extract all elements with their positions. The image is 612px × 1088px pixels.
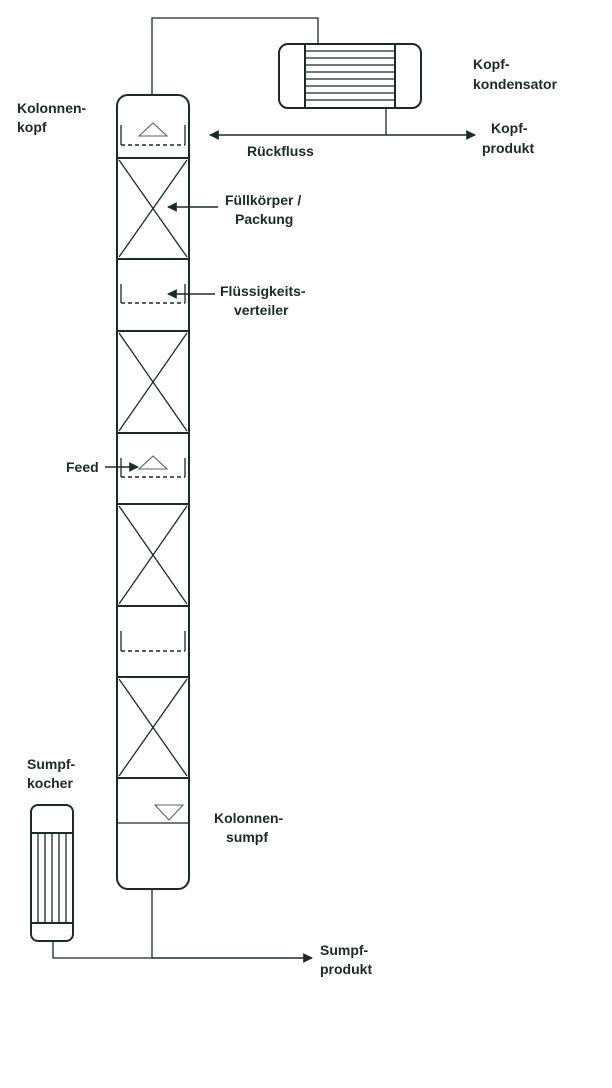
label-feed: Feed — [66, 459, 99, 475]
liquid-distributor-4 — [121, 631, 185, 651]
label-distributor-2: verteiler — [234, 302, 289, 318]
label-distributor-1: Flüssigkeits- — [220, 283, 306, 299]
label-packing-1: Füllkörper / — [225, 192, 302, 208]
label-bottom-product-1: Sumpf- — [320, 942, 369, 958]
overhead-vapor-line — [152, 18, 318, 95]
liquid-level-triangle-icon — [139, 123, 167, 136]
packed-bed-2 — [117, 331, 189, 433]
label-reboiler-2: kocher — [27, 775, 73, 791]
sump-level-triangle-icon — [155, 805, 183, 820]
label-head-product-2: produkt — [482, 140, 535, 156]
label-bottom-product-2: produkt — [320, 961, 373, 977]
column-sump-level — [117, 805, 189, 823]
label-reboiler-1: Sumpf- — [27, 756, 76, 772]
label-reflux: Rückfluss — [247, 143, 314, 159]
label-column-head-2: kopf — [17, 119, 47, 135]
reboiler-return-line — [53, 941, 152, 958]
reboiler — [31, 805, 73, 941]
liquid-level-triangle-icon — [139, 456, 167, 469]
head-condenser — [279, 44, 421, 108]
label-column-sump-1: Kolonnen- — [214, 810, 284, 826]
top-liquid-distributor — [121, 123, 185, 145]
label-column-head-1: Kolonnen- — [17, 100, 87, 116]
packed-bed-4 — [117, 677, 189, 778]
label-head-condenser-1: Kopf- — [473, 56, 510, 72]
label-head-condenser-2: kondensator — [473, 76, 558, 92]
column-shell — [117, 95, 189, 889]
label-head-product-1: Kopf- — [491, 120, 528, 136]
packed-bed-3 — [117, 504, 189, 606]
packed-bed-1 — [117, 158, 189, 259]
label-packing-2: Packung — [235, 211, 294, 227]
label-column-sump-2: sumpf — [226, 829, 268, 845]
